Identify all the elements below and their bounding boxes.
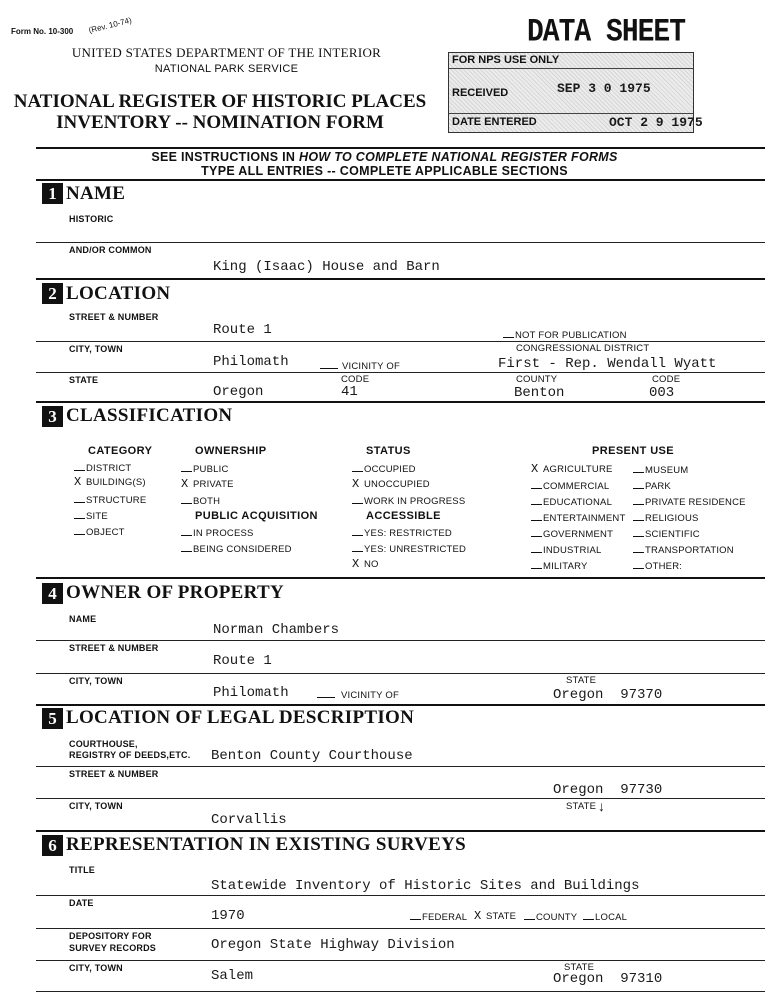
use-private-residence xyxy=(633,497,746,508)
use-other xyxy=(633,561,682,572)
use-option-label: RELIGIOUS xyxy=(645,513,699,524)
survey-level-county xyxy=(524,912,577,923)
section-5-number: 5 xyxy=(42,708,63,729)
survey-title-label: TITLE xyxy=(69,865,95,875)
common-name-label: AND/OR COMMON xyxy=(69,245,152,255)
courthouse-label-line2: REGISTRY OF DEEDS,ETC. xyxy=(69,750,191,760)
survey-level-federal xyxy=(410,912,467,923)
county-code-label: CODE xyxy=(652,374,681,385)
owner-state-label: STATE xyxy=(566,675,597,686)
use-government xyxy=(531,529,613,540)
category-buildings xyxy=(74,475,146,489)
use-option-label: AGRICULTURE xyxy=(543,464,613,475)
ownership-heading: OWNERSHIP xyxy=(195,445,267,457)
handwritten-arrow-icon: ↓ xyxy=(598,798,605,814)
accessible-option-label: NO xyxy=(364,559,379,570)
checked-mark: X xyxy=(531,462,539,476)
status-heading: STATUS xyxy=(366,445,411,457)
use-option-label: MUSEUM xyxy=(645,465,689,476)
use-agriculture xyxy=(531,462,613,476)
instructions-line2: TYPE ALL ENTRIES -- COMPLETE APPLICABLE SECTIONS xyxy=(201,164,568,178)
instructions-text: SEE INSTRUCTIONS IN xyxy=(151,150,300,164)
status-occupied xyxy=(352,464,416,475)
acquisition-option-label: IN PROCESS xyxy=(193,528,254,539)
status-unoccupied xyxy=(352,477,430,491)
use-museum xyxy=(633,465,688,476)
location-vicinity-label: VICINITY OF xyxy=(342,361,400,372)
use-scientific xyxy=(633,529,700,540)
form-number: Form No. 10-300 xyxy=(11,27,74,36)
nps-header: FOR NPS USE ONLY xyxy=(452,54,560,66)
use-religious xyxy=(633,513,699,524)
section-1-number: 1 xyxy=(42,183,63,204)
survey-date-value: 1970 xyxy=(211,908,245,924)
state-code-value: 41 xyxy=(341,384,358,400)
service-name: NATIONAL PARK SERVICE xyxy=(154,63,299,75)
acquisition-option-label: BEING CONSIDERED xyxy=(193,544,292,555)
department-name: UNITED STATES DEPARTMENT OF THE INTERIOR xyxy=(71,45,382,60)
category-structure xyxy=(74,495,146,506)
category-option-label: OBJECT xyxy=(86,527,125,538)
category-option-label: DISTRICT xyxy=(86,463,132,474)
use-option-label: MILITARY xyxy=(543,561,588,572)
not-for-publication-label: NOT FOR PUBLICATION xyxy=(515,330,627,341)
accessible-option-label: YES: UNRESTRICTED xyxy=(364,544,467,555)
checked-mark: X xyxy=(74,475,82,489)
use-option-label: PARK xyxy=(645,481,671,492)
use-option-label: INDUSTRIAL xyxy=(543,545,602,556)
use-educational xyxy=(531,497,612,508)
legal-city-label: CITY, TOWN xyxy=(69,801,123,811)
acquisition-in-process xyxy=(181,528,254,539)
courthouse-value: Benton County Courthouse xyxy=(211,748,413,764)
section-6-number: 6 xyxy=(42,835,63,856)
section-3-number: 3 xyxy=(42,406,63,427)
historic-label: HISTORIC xyxy=(69,214,114,224)
depository-value: Oregon State Highway Division xyxy=(211,937,455,953)
received-stamp: SEP 3 0 1975 xyxy=(557,81,651,96)
owner-name-value: Norman Chambers xyxy=(213,622,340,638)
instructions-emphasis: HOW TO COMPLETE NATIONAL REGISTER FORMS xyxy=(299,150,618,164)
ownership-both xyxy=(181,496,220,507)
use-option-label: GOVERNMENT xyxy=(543,529,614,540)
section-4-number: 4 xyxy=(42,583,63,604)
state-code-label: CODE xyxy=(341,374,370,385)
form-title-line1: NATIONAL REGISTER OF HISTORIC PLACES xyxy=(13,91,427,112)
section-6-title: REPRESENTATION IN EXISTING SURVEYS xyxy=(66,834,467,855)
checked-mark: X xyxy=(474,909,482,923)
use-option-label: PRIVATE RESIDENCE xyxy=(645,497,746,508)
courthouse-label-line1: COURTHOUSE, xyxy=(69,739,138,749)
survey-level-label: FEDERAL xyxy=(422,912,468,923)
depository-label-line2: SURVEY RECORDS xyxy=(69,943,156,953)
owner-city-value: Philomath xyxy=(213,685,289,701)
date-entered-label: DATE ENTERED xyxy=(452,116,537,128)
location-state-value: Oregon xyxy=(213,384,264,400)
category-option-label: BUILDING(S) xyxy=(86,477,146,488)
received-label: RECEIVED xyxy=(452,87,509,99)
survey-date-label: DATE xyxy=(69,898,94,908)
use-option-label: COMMERCIAL xyxy=(543,481,610,492)
owner-vicinity xyxy=(317,690,399,701)
use-option-label: TRANSPORTATION xyxy=(645,545,734,556)
legal-city-value: Corvallis xyxy=(211,812,287,828)
section-2-title: LOCATION xyxy=(66,283,171,304)
location-street-value: Route 1 xyxy=(213,322,272,338)
category-site xyxy=(74,511,108,522)
congressional-district-value: First - Rep. Wendall Wyatt xyxy=(498,356,717,372)
ownership-option-label: PRIVATE xyxy=(193,479,234,490)
location-vicinity xyxy=(320,361,400,372)
location-city-label: CITY, TOWN xyxy=(69,344,123,354)
accessible-option-label: YES: RESTRICTED xyxy=(364,528,452,539)
depository-city-label: CITY, TOWN xyxy=(69,963,123,973)
category-district xyxy=(74,463,131,474)
depository-city-value: Salem xyxy=(211,968,254,984)
section-5-title: LOCATION OF LEGAL DESCRIPTION xyxy=(66,707,415,728)
owner-vicinity-label: VICINITY OF xyxy=(341,690,399,701)
ownership-public xyxy=(181,464,229,475)
owner-state-value: Oregon 97370 xyxy=(553,687,663,703)
depository-state-label: STATE xyxy=(564,962,595,973)
county-value: Benton xyxy=(514,385,565,401)
accessible-restricted xyxy=(352,528,452,539)
category-option-label: STRUCTURE xyxy=(86,495,147,506)
ownership-option-label: PUBLIC xyxy=(193,464,229,475)
location-state-label: STATE xyxy=(69,375,99,385)
location-city-value: Philomath xyxy=(213,354,289,370)
depository-state-value: Oregon 97310 xyxy=(553,971,663,987)
survey-level-local xyxy=(583,912,627,923)
category-option-label: SITE xyxy=(86,511,108,522)
survey-level-label: STATE xyxy=(486,911,517,922)
use-option-label: SCIENTIFIC xyxy=(645,529,700,540)
owner-city-label: CITY, TOWN xyxy=(69,676,123,686)
use-park xyxy=(633,481,671,492)
legal-state-label: STATE xyxy=(566,801,597,812)
congressional-district-label: CONGRESSIONAL DISTRICT xyxy=(516,343,650,354)
present-use-heading: PRESENT USE xyxy=(592,445,675,457)
acquisition-being-considered xyxy=(181,544,292,555)
owner-street-label: STREET & NUMBER xyxy=(69,643,159,653)
use-military xyxy=(531,561,588,572)
common-name-value: King (Isaac) House and Barn xyxy=(213,259,440,275)
use-transportation xyxy=(633,545,734,556)
legal-street-label: STREET & NUMBER xyxy=(69,769,159,779)
use-option-label: OTHER: xyxy=(645,561,683,572)
checked-mark: X xyxy=(352,557,360,571)
status-option-label: UNOCCUPIED xyxy=(364,479,430,490)
section-4-title: OWNER OF PROPERTY xyxy=(66,582,285,603)
use-entertainment xyxy=(531,513,625,524)
owner-name-label: NAME xyxy=(69,614,97,624)
not-for-publication xyxy=(503,330,627,341)
legal-state-value: Oregon 97730 xyxy=(553,782,663,798)
public-acquisition-heading: PUBLIC ACQUISITION xyxy=(195,510,318,522)
county-code-value: 003 xyxy=(649,385,675,401)
ownership-private xyxy=(181,477,234,491)
location-street-label: STREET & NUMBER xyxy=(69,312,159,322)
status-work-in-progress xyxy=(352,496,465,507)
category-heading: CATEGORY xyxy=(88,445,153,457)
use-industrial xyxy=(531,545,601,556)
status-option-label: OCCUPIED xyxy=(364,464,416,475)
accessible-unrestricted xyxy=(352,544,466,555)
form-title-line2: INVENTORY -- NOMINATION FORM xyxy=(56,112,384,133)
survey-level-state xyxy=(474,909,516,923)
category-object xyxy=(74,527,125,538)
checked-mark: X xyxy=(352,477,360,491)
use-option-label: EDUCATIONAL xyxy=(543,497,613,508)
revision-note: (Rev. 10-74) xyxy=(87,15,133,35)
use-option-label: ENTERTAINMENT xyxy=(543,513,626,524)
survey-level-label: LOCAL xyxy=(595,912,628,923)
data-sheet-stamp: DATA SHEET xyxy=(527,15,686,51)
status-option-label: WORK IN PROGRESS xyxy=(364,496,466,507)
checked-mark: X xyxy=(181,477,189,491)
ownership-option-label: BOTH xyxy=(193,496,221,507)
survey-level-label: COUNTY xyxy=(536,912,578,923)
owner-street-value: Route 1 xyxy=(213,653,272,669)
date-entered-stamp: OCT 2 9 1975 xyxy=(609,115,703,130)
section-2-number: 2 xyxy=(42,283,63,304)
nps-use-box xyxy=(448,52,703,133)
use-commercial xyxy=(531,481,609,492)
county-label: COUNTY xyxy=(516,374,558,385)
instructions-line1 xyxy=(0,150,769,164)
accessible-heading: ACCESSIBLE xyxy=(366,510,441,522)
section-3-title: CLASSIFICATION xyxy=(66,405,233,426)
section-1-title: NAME xyxy=(66,183,126,204)
accessible-no xyxy=(352,557,379,571)
survey-title-value: Statewide Inventory of Historic Sites and Buildings xyxy=(211,878,640,894)
depository-label-line1: DEPOSITORY FOR xyxy=(69,931,152,941)
